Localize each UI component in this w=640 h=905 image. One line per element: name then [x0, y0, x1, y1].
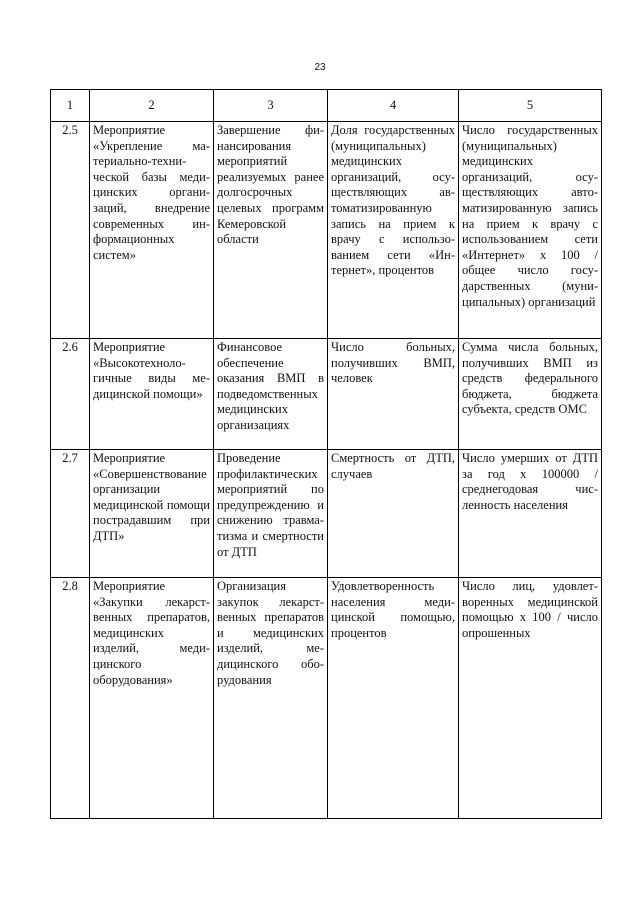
table-row — [51, 450, 602, 578]
indicator-name-text: Число больных, получивших ВМП, человек — [331, 340, 455, 386]
measure-description — [214, 339, 328, 450]
header-cell-1: 1 — [51, 90, 90, 122]
measure-description-text: Финансовое обеспечение оказания ВМП в подведомственных медицинских организациях — [217, 340, 324, 432]
indicator-formula — [459, 578, 602, 819]
indicator-formula-text: Сумма числа больных, получивших ВМП из средств федерального бюджета, бюджета субъекта, средств ОМС — [462, 340, 598, 417]
table-row — [51, 578, 602, 819]
indicator-name — [328, 122, 459, 339]
header-cell-3: 3 — [214, 90, 328, 122]
measure-name-text: Мероприятие «Закупки лекарственных препаратов, медицинских изделий, медицинского оборудования» — [93, 579, 210, 687]
measure-name-text: Мероприятие «Укрепление материально-технической базы медицинских организаций, внедрение современных информационных систем» — [93, 123, 210, 262]
row-number: 2.8 — [51, 578, 90, 819]
measure-name — [90, 450, 214, 578]
indicator-name — [328, 339, 459, 450]
indicator-name — [328, 578, 459, 819]
indicator-name-text: Доля государственных (муниципальных) медицинских организаций, осуществляющих автоматизированную запись на прием к врачу с использованием сети «Интернет», процентов — [331, 123, 455, 278]
indicator-formula — [459, 450, 602, 578]
measures-table — [50, 89, 602, 819]
row-number: 2.5 — [51, 122, 90, 339]
measure-name-text: Мероприятие «Совершенствование организации медицинской помощи пострадавшим при ДТП» — [93, 451, 210, 543]
indicator-name — [328, 450, 459, 578]
header-cell-5: 5 — [459, 90, 602, 122]
indicator-formula-text: Число лиц, удовлетворенных медицинской помощью х 100 / число опрошенных — [462, 579, 598, 640]
measure-description-text: Организация закупок лекарственных препаратов и медицинских изделий, медицинского оборудования — [217, 579, 324, 687]
measure-name — [90, 578, 214, 819]
header-cell-4: 4 — [328, 90, 459, 122]
measure-description — [214, 122, 328, 339]
row-number: 2.7 — [51, 450, 90, 578]
page-number: 23 — [314, 62, 326, 73]
indicator-formula — [459, 339, 602, 450]
indicator-name-text: Удовлетворенность населения медицинской помощью, процентов — [331, 579, 455, 640]
measure-description — [214, 578, 328, 819]
header-cell-2: 2 — [90, 90, 214, 122]
table-row — [51, 339, 602, 450]
indicator-formula — [459, 122, 602, 339]
measure-description-text: Завершение финансирования мероприятий реализуемых ранее долгосрочных целевых программ Кемеровской области — [217, 123, 324, 247]
indicator-formula-text: Число государственных (муниципальных) медицинских организаций, осуществляющих автоматизированную запись на прием к врачу с использованием сети «Интернет» х 100 / общее число государственных (муниципальных) организаций — [462, 123, 598, 309]
row-number: 2.6 — [51, 339, 90, 450]
measure-name — [90, 339, 214, 450]
indicator-name-text: Смертность от ДТП, случаев — [331, 451, 455, 481]
table-header-row — [51, 90, 602, 122]
table-row — [51, 122, 602, 339]
measure-description-text: Проведение профилактических мероприятий по предупреждению и снижению травматизма и смертности от ДТП — [217, 451, 324, 559]
measure-description — [214, 450, 328, 578]
measure-name-text: Мероприятие «Высокотехнологичные виды медицинской помощи» — [93, 340, 210, 401]
indicator-formula-text: Число умерших от ДТП за год х 100000 / среднегодовая численность населения — [462, 451, 598, 512]
measure-name — [90, 122, 214, 339]
